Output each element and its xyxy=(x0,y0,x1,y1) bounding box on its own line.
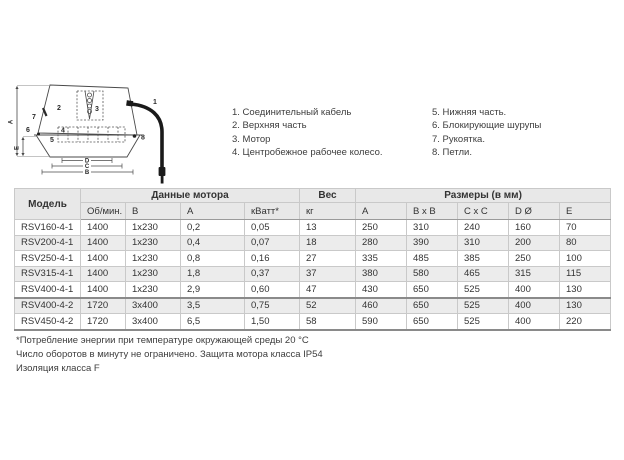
value-cell: 3x400 xyxy=(126,314,181,330)
footnote-line: Изоляция класса F xyxy=(16,362,100,374)
spec-table xyxy=(14,188,611,331)
cable-connector-tip xyxy=(161,176,164,184)
part-label-6: 6 xyxy=(26,127,30,134)
value-cell: 2,9 xyxy=(181,282,245,298)
value-cell: 52 xyxy=(300,298,356,314)
value-cell: 1400 xyxy=(81,266,126,282)
col-header-kg: кг xyxy=(300,203,356,220)
group-header-weight: Вес xyxy=(300,189,356,203)
motor-shaft xyxy=(85,91,94,119)
part-label-2: 2 xyxy=(57,105,61,112)
part-label-3: 3 xyxy=(95,106,99,113)
col-header-voltage: В xyxy=(126,203,181,220)
hinge-right xyxy=(133,134,137,138)
value-cell: 650 xyxy=(407,314,458,330)
value-cell: 13 xyxy=(300,220,356,236)
table-row xyxy=(15,235,611,251)
parts-legend-right xyxy=(432,106,541,160)
value-cell: 160 xyxy=(509,220,560,236)
value-cell: 525 xyxy=(458,298,509,314)
value-cell: 3,5 xyxy=(181,298,245,314)
legend-item: 6. Блокирующие шурупы xyxy=(432,120,542,132)
value-cell: 1,50 xyxy=(245,314,300,330)
footnotes xyxy=(16,334,323,375)
col-header-amps: А xyxy=(181,203,245,220)
value-cell: 1x230 xyxy=(126,282,181,298)
value-cell: 115 xyxy=(560,266,611,282)
value-cell: 100 xyxy=(560,251,611,267)
group-header-dimensions: Размеры (в мм) xyxy=(356,189,611,203)
value-cell: 0,60 xyxy=(245,282,300,298)
cable-connector xyxy=(159,167,166,176)
dim-label-b: B xyxy=(84,170,90,177)
value-cell: 1400 xyxy=(81,282,126,298)
legend-item: 1. Соединительный кабель xyxy=(232,107,352,118)
value-cell: 1400 xyxy=(81,220,126,236)
col-header-dim-b: B x B xyxy=(407,203,458,220)
value-cell: 460 xyxy=(356,298,407,314)
parts-legend-left xyxy=(232,106,383,160)
value-cell: 0,75 xyxy=(245,298,300,314)
footnote-line: *Потребление энергии при температуре окружающей среды 20 °C xyxy=(16,335,309,346)
value-cell: 1,8 xyxy=(181,266,245,282)
value-cell: 1720 xyxy=(81,314,126,330)
spec-table-body xyxy=(15,220,611,330)
col-header-dim-a: A xyxy=(356,203,407,220)
footnote-line: Число оборотов в минуту не ограничено. Защита мотора класса IP54 xyxy=(16,348,323,360)
value-cell: 1400 xyxy=(81,251,126,267)
value-cell: 485 xyxy=(407,251,458,267)
legend-item: 7. Рукоятка. xyxy=(432,133,485,145)
value-cell: 390 xyxy=(407,235,458,251)
table-row xyxy=(15,298,611,314)
table-row xyxy=(15,251,611,267)
value-cell: 525 xyxy=(458,314,509,330)
value-cell: 80 xyxy=(560,235,611,251)
model-cell: RSV400-4-2 xyxy=(15,298,81,314)
col-header-dim-e: E xyxy=(560,203,611,220)
value-cell: 3x400 xyxy=(126,298,181,314)
model-cell: RSV250-4-1 xyxy=(15,251,81,267)
value-cell: 6,5 xyxy=(181,314,245,330)
value-cell: 0,05 xyxy=(245,220,300,236)
value-cell: 280 xyxy=(356,235,407,251)
legend-item: 3. Мотор xyxy=(232,133,271,145)
value-cell: 525 xyxy=(458,282,509,298)
value-cell: 1x230 xyxy=(126,235,181,251)
value-cell: 130 xyxy=(560,282,611,298)
legend-item: 2. Верхняя часть xyxy=(232,120,307,132)
table-row xyxy=(15,220,611,236)
value-cell: 240 xyxy=(458,220,509,236)
value-cell: 0,4 xyxy=(181,235,245,251)
legend-item: 8. Петли. xyxy=(432,147,472,159)
value-cell: 0,16 xyxy=(245,251,300,267)
value-cell: 400 xyxy=(509,314,560,330)
col-header-kw: кВатт* xyxy=(245,203,300,220)
value-cell: 0,2 xyxy=(181,220,245,236)
table-sub-header-row xyxy=(15,203,611,220)
value-cell: 37 xyxy=(300,266,356,282)
part-label-4: 4 xyxy=(61,127,65,135)
locking-screw xyxy=(37,133,40,136)
legend-item: 5. Нижняя часть. xyxy=(432,107,507,118)
value-cell: 0,07 xyxy=(245,235,300,251)
part-label-7: 7 xyxy=(32,114,36,121)
value-cell: 580 xyxy=(407,266,458,282)
value-cell: 400 xyxy=(509,282,560,298)
value-cell: 400 xyxy=(509,298,560,314)
value-cell: 650 xyxy=(407,298,458,314)
model-cell: RSV200-4-1 xyxy=(15,235,81,251)
col-header-dim-d: D Ø xyxy=(509,203,560,220)
value-cell: 315 xyxy=(509,266,560,282)
value-cell: 47 xyxy=(300,282,356,298)
model-cell: RSV400-4-1 xyxy=(15,282,81,298)
value-cell: 220 xyxy=(560,314,611,330)
col-header-model: Модель xyxy=(15,189,81,220)
part-label-8: 8 xyxy=(141,134,145,142)
value-cell: 310 xyxy=(458,235,509,251)
model-cell: RSV450-4-2 xyxy=(15,314,81,330)
value-cell: 1x230 xyxy=(126,220,181,236)
value-cell: 1720 xyxy=(81,298,126,314)
value-cell: 0,8 xyxy=(181,251,245,267)
table-row xyxy=(15,282,611,298)
value-cell: 430 xyxy=(356,282,407,298)
dim-label-d: D xyxy=(84,158,90,165)
part-label-1: 1 xyxy=(153,99,157,106)
table-group-header-row xyxy=(15,189,611,203)
fan-diagram xyxy=(0,78,230,190)
value-cell: 380 xyxy=(356,266,407,282)
value-cell: 27 xyxy=(300,251,356,267)
dim-label-e: E xyxy=(14,145,21,151)
value-cell: 335 xyxy=(356,251,407,267)
value-cell: 250 xyxy=(509,251,560,267)
value-cell: 465 xyxy=(458,266,509,282)
value-cell: 310 xyxy=(407,220,458,236)
value-cell: 200 xyxy=(509,235,560,251)
dim-label-c: C xyxy=(84,164,90,171)
fan-housing-top xyxy=(38,85,137,135)
table-row xyxy=(15,266,611,282)
value-cell: 250 xyxy=(356,220,407,236)
value-cell: 130 xyxy=(560,298,611,314)
value-cell: 70 xyxy=(560,220,611,236)
dim-label-a: A xyxy=(8,119,15,125)
value-cell: 1x230 xyxy=(126,266,181,282)
model-cell: RSV315-4-1 xyxy=(15,266,81,282)
value-cell: 650 xyxy=(407,282,458,298)
legend-item: 4. Центробежное рабочее колесо. xyxy=(232,147,383,159)
value-cell: 58 xyxy=(300,314,356,330)
group-header-motor-data: Данные мотора xyxy=(81,189,300,203)
value-cell: 590 xyxy=(356,314,407,330)
part-label-5: 5 xyxy=(50,137,54,144)
value-cell: 18 xyxy=(300,235,356,251)
value-cell: 1400 xyxy=(81,235,126,251)
model-cell: RSV160-4-1 xyxy=(15,220,81,236)
table-row xyxy=(15,314,611,330)
value-cell: 1x230 xyxy=(126,251,181,267)
value-cell: 385 xyxy=(458,251,509,267)
col-header-dim-c: C x C xyxy=(458,203,509,220)
value-cell: 0,37 xyxy=(245,266,300,282)
col-header-rpm: Об/мин. xyxy=(81,203,126,220)
